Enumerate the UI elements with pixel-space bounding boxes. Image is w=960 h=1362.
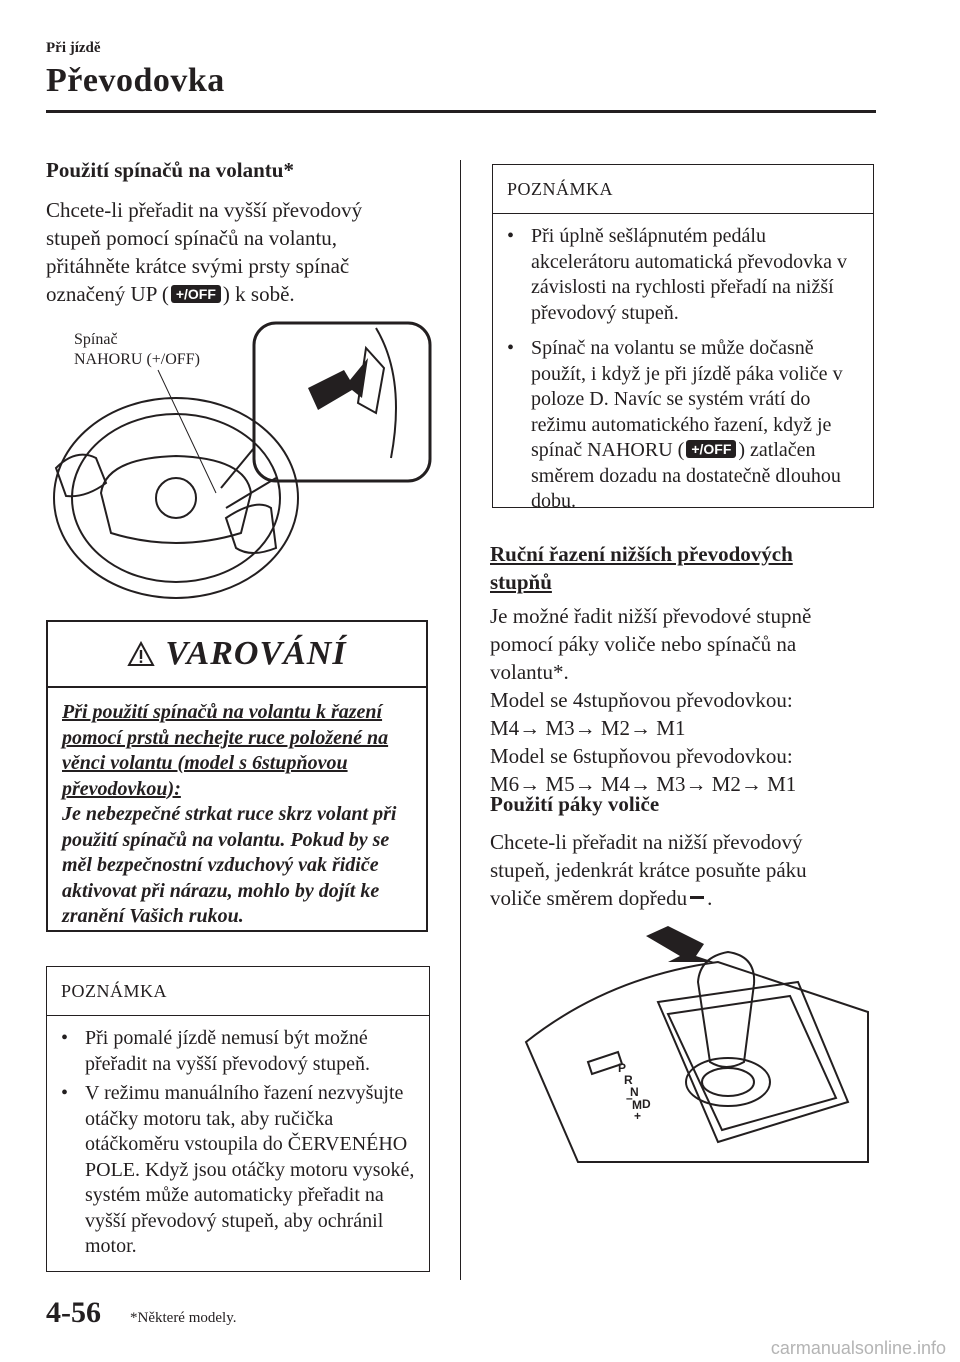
- model4-label: Model se 4stupňovou převodovkou:: [490, 688, 793, 712]
- warning-box: [46, 620, 428, 932]
- lever-text-main: Chcete-li přeřadit na nižší převodový stupeň, jedenkrát krátce posuňte páku voliče směrem dopředu: [490, 830, 807, 910]
- bullet-dot-icon: •: [507, 225, 515, 247]
- column-divider: [460, 160, 461, 1280]
- warning-triangle-icon: [127, 641, 155, 667]
- note-bullet-text: Při úplně sešlápnutém pedálu akcelerátoru automatická převodovka v závislosti na rychlosti přeřadí na nižší převodový stupeň.: [531, 225, 847, 324]
- warning-body: [48, 688, 426, 942]
- figure-label: [74, 330, 200, 370]
- gear-lever-figure: [518, 922, 874, 1172]
- gate-letter-p: P: [618, 1061, 627, 1075]
- note-bullet-text-b: ) zatlačen směrem dozadu na dostatečně dlouhou dobu.: [531, 439, 841, 512]
- minus-direction-icon: [690, 896, 704, 899]
- warning-text: Je nebezpečné strkat ruce skrz volant při použití spínačů na volantu. Pokud by se měl bezpečnostní vzduchový vak řidiče aktivovat při nárazu, mohlo by dojít ke zranění Vašich rukou.: [62, 803, 397, 927]
- bullet-dot-icon: •: [507, 337, 515, 359]
- gate-letter-n: N: [630, 1085, 639, 1099]
- steering-wheel-figure: [46, 318, 436, 608]
- note-bullet: [507, 224, 861, 326]
- gate-minus: –: [626, 1091, 633, 1105]
- bullet-dot-icon: •: [61, 1082, 69, 1104]
- gear-lever-illustration: [518, 922, 874, 1172]
- note-bullet: [61, 1081, 417, 1260]
- lever-text-end: .: [707, 886, 713, 910]
- title-rule: [46, 110, 876, 113]
- figure-label-line-2: NAHORU (+/OFF): [74, 351, 200, 368]
- note-header-right: POZNÁMKA: [493, 165, 873, 214]
- figure-label-line-1: Spínač: [74, 331, 118, 348]
- downshift-heading: Ruční řazení nižších převodových stupňů: [490, 542, 793, 594]
- bullet-dot-icon: •: [61, 1027, 69, 1049]
- lever-text: [490, 828, 850, 912]
- note-bullet-text-a: Spínač na volantu se může dočasně použít, i když je při jízdě páka voliče v poloze D. Navíc se systém vrátí do režimu automatického řazení, když je spínač NAHORU (: [531, 337, 843, 461]
- gate-letter-m: M: [632, 1098, 642, 1112]
- intro-text-1: Chcete-li přeřadit na vyšší převodový stupeň pomocí spínačů na volantu, přitáhněte krátce svými prsty spínač označený UP (: [46, 198, 363, 306]
- page-title: Převodovka: [46, 62, 225, 99]
- watermark: carmanualsonline.info: [770, 1338, 946, 1358]
- downshift-paragraph: Je možné řadit nižší převodové stupně pomocí páky voliče nebo spínačů na volantu*.: [490, 604, 812, 684]
- steering-switch-intro: [46, 196, 416, 308]
- section-label: Při jízdě: [46, 40, 101, 56]
- page-number: 4-56: [46, 1296, 101, 1329]
- note-bullet: [507, 336, 861, 515]
- up-switch-symbol: +/OFF: [171, 285, 221, 303]
- gate-letter-r: R: [624, 1073, 633, 1087]
- model4-sequence: M4→ M3→ M2→ M1: [490, 716, 686, 740]
- warning-underlined-text: Při použití spínačů na volantu k řazení pomocí prstů nechejte ruce položené na věnci volantu (model s 6stupňovou převodovkou):: [62, 701, 389, 800]
- lever-heading: Použití páky voliče: [490, 792, 660, 816]
- warning-header: [48, 622, 426, 688]
- note-header-left: POZNÁMKA: [47, 967, 429, 1016]
- note-bullet-text: Při pomalé jízdě nemusí být možné přeřadit na vyšší převodový stupeň.: [85, 1027, 370, 1075]
- note-body-left: [47, 1016, 429, 1270]
- note-box-left: [46, 966, 430, 1272]
- downshift-text: [490, 602, 862, 798]
- model6-label: Model se 6stupňovou převodovkou:: [490, 744, 793, 768]
- footnote: *Některé modely.: [130, 1310, 237, 1326]
- note-body-right: [493, 214, 873, 525]
- note-box-right: [492, 164, 874, 512]
- gate-plus: +: [634, 1109, 642, 1123]
- note-bullet-text: V režimu manuálního řazení nezvyšujte otáčky motoru tak, aby ručička otáčkoměru vstoupila do ČERVENÉHO POLE. Když jsou otáčky motoru vysoké, systém může automaticky přeřadit na vyšší převodový stupeň, aby ochránil motor.: [85, 1082, 415, 1257]
- up-switch-symbol: +/OFF: [686, 440, 736, 458]
- note-bullet: [61, 1026, 417, 1077]
- note-bullet-text: [531, 336, 861, 515]
- intro-text-2: ) k sobě.: [222, 282, 295, 306]
- warning-title: VAROVÁNÍ: [165, 635, 347, 672]
- gate-letter-d: D: [642, 1097, 651, 1111]
- steering-switch-heading: Použití spínačů na volantu*: [46, 158, 294, 182]
- model6-sequence: M6→ M5→ M4→ M3→ M2→ M1: [490, 772, 797, 796]
